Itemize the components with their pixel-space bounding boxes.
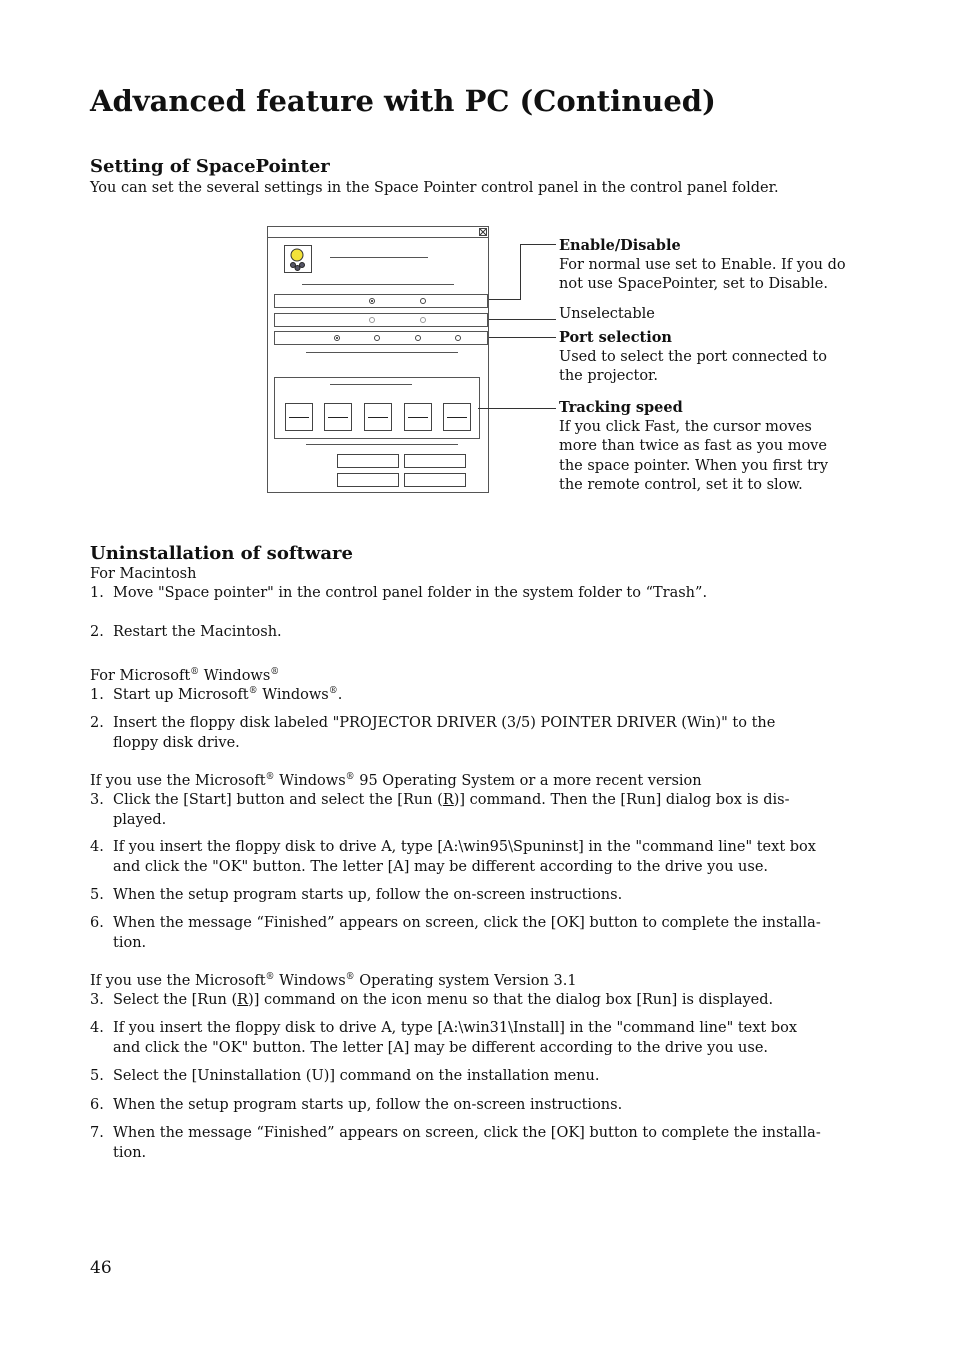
text-line bbox=[113, 791, 853, 811]
text-line: played. bbox=[113, 811, 167, 828]
speed-button-4[interactable] bbox=[404, 403, 432, 431]
step-number: 4. bbox=[90, 1020, 104, 1036]
step-text: Restart the Macintosh. bbox=[113, 624, 282, 640]
unselectable-row bbox=[274, 313, 488, 327]
close-box-icon[interactable] bbox=[479, 228, 487, 236]
text-part: Windows bbox=[257, 687, 329, 703]
port-radio-4[interactable] bbox=[455, 335, 461, 341]
step-number: 1. bbox=[90, 585, 104, 601]
annotation-tracking-line: If you click Fast, the cursor moves bbox=[559, 418, 812, 435]
dialog-button-4[interactable] bbox=[404, 473, 466, 487]
text-line: Insert the floppy disk labeled "PROJECTOR DRIVER (3/5) POINTER DRIVER (Win)" to the bbox=[113, 715, 776, 731]
step-text: Move "Space pointer" in the control panel folder in the system folder to “Trash”. bbox=[113, 585, 708, 601]
step-number: 3. bbox=[90, 792, 104, 808]
text-part: For Microsoft bbox=[90, 668, 191, 684]
setting-intro: You can set the several settings in the Space Pointer control panel in the control panel folder. bbox=[90, 180, 779, 196]
windows-label bbox=[90, 667, 850, 687]
win31-label bbox=[90, 972, 850, 992]
callout-port bbox=[489, 337, 556, 338]
port-radio-2[interactable] bbox=[374, 335, 380, 341]
annotation-port-selection bbox=[559, 328, 827, 387]
speed-button-1[interactable] bbox=[285, 403, 313, 431]
separator-line bbox=[306, 352, 458, 353]
annotation-enable-title: Enable/Disable bbox=[559, 237, 681, 254]
step-text bbox=[113, 1019, 853, 1058]
tracking-speed-box bbox=[274, 377, 480, 439]
text-part: Windows bbox=[274, 773, 346, 789]
section-heading-setting: Setting of SpacePointer bbox=[90, 156, 330, 177]
unselectable-radio-2 bbox=[420, 317, 426, 323]
step-number: 5. bbox=[90, 887, 104, 903]
registered-mark: ® bbox=[248, 686, 258, 697]
callout-enable-v bbox=[520, 244, 521, 300]
step-text bbox=[113, 838, 853, 877]
registered-mark: ® bbox=[345, 772, 355, 783]
annotation-tracking-line: more than twice as fast as you move bbox=[559, 438, 827, 454]
annotation-port-title: Port selection bbox=[559, 329, 672, 346]
text-line: tion. bbox=[113, 934, 147, 951]
separator-line bbox=[302, 284, 454, 285]
step-number: 5. bbox=[90, 1068, 104, 1084]
dialog-button-3[interactable] bbox=[337, 473, 399, 487]
registered-mark: ® bbox=[345, 972, 355, 983]
text-line: If you insert the floppy disk to drive A, type [A:\win95\Spuninst] in the "command line" text box bbox=[113, 839, 816, 855]
annotation-tracking-line: the remote control, set it to slow. bbox=[559, 477, 803, 493]
registered-mark: ® bbox=[270, 667, 280, 678]
step-number: 1. bbox=[90, 687, 104, 703]
step-text bbox=[113, 914, 853, 953]
annotation-tracking-title: Tracking speed bbox=[559, 399, 683, 416]
step-text bbox=[113, 991, 853, 1011]
step-number: 4. bbox=[90, 839, 104, 855]
speed-button-3[interactable] bbox=[364, 403, 392, 431]
header-underline bbox=[330, 257, 428, 258]
registered-mark: ® bbox=[328, 686, 338, 697]
section-heading-uninstall: Uninstallation of software bbox=[90, 543, 353, 564]
text-part: Windows bbox=[274, 973, 346, 989]
text-line: floppy disk drive. bbox=[113, 734, 240, 751]
tracking-header-line bbox=[330, 384, 412, 385]
space-pointer-icon bbox=[284, 245, 312, 273]
step-text: When the setup program starts up, follow the on-screen instructions. bbox=[113, 887, 623, 903]
annotation-tracking-line: the space pointer. When you first try bbox=[559, 457, 829, 474]
step-text: When the setup program starts up, follow the on-screen instructions. bbox=[113, 1097, 623, 1113]
registered-mark: ® bbox=[265, 772, 275, 783]
step-number: 6. bbox=[90, 915, 104, 931]
win95-label bbox=[90, 772, 850, 792]
text-part: Select the [Run ( bbox=[113, 992, 238, 1008]
callout-enable-h1 bbox=[489, 299, 520, 300]
text-part: )] command. Then the [Run] dialog box is dis- bbox=[453, 792, 790, 808]
text-part: Operating system Version 3.1 bbox=[354, 973, 577, 989]
text-line: tion. bbox=[113, 1144, 147, 1161]
port-radio-3[interactable] bbox=[415, 335, 421, 341]
speed-button-2[interactable] bbox=[324, 403, 352, 431]
dialog-button-1[interactable] bbox=[337, 454, 399, 468]
text-line: and click the "OK" button. The letter [A] may be different according to the drive you use. bbox=[113, 1039, 769, 1056]
text-part: . bbox=[337, 687, 343, 703]
step-number: 2. bbox=[90, 624, 104, 640]
dialog-button-2[interactable] bbox=[404, 454, 466, 468]
port-selection-row bbox=[274, 331, 488, 345]
step-text bbox=[113, 714, 853, 753]
callout-tracking bbox=[478, 408, 556, 409]
step-text: Select the [Uninstallation (U)] command on the installation menu. bbox=[113, 1068, 600, 1084]
annotation-port-line: Used to select the port connected to bbox=[559, 348, 827, 365]
mac-label: For Macintosh bbox=[90, 566, 197, 582]
registered-mark: ® bbox=[190, 667, 200, 678]
text-part: Start up Microsoft bbox=[113, 687, 249, 703]
step-number: 3. bbox=[90, 992, 104, 1008]
text-part: Windows bbox=[199, 668, 271, 684]
unselectable-radio-1 bbox=[369, 317, 375, 323]
step-text bbox=[113, 686, 853, 706]
page-number: 46 bbox=[90, 1258, 112, 1278]
annotation-unselectable: Unselectable bbox=[559, 306, 655, 322]
text-part: If you use the Microsoft bbox=[90, 773, 266, 789]
text-line: and click the "OK" button. The letter [A] may be different according to the drive you use. bbox=[113, 858, 769, 875]
enable-disable-row bbox=[274, 294, 488, 308]
speed-button-5[interactable] bbox=[443, 403, 471, 431]
page-title: Advanced feature with PC (Continued) bbox=[90, 84, 716, 118]
shortcut-letter: R bbox=[442, 792, 454, 808]
step-number: 6. bbox=[90, 1097, 104, 1113]
step-text bbox=[113, 1124, 853, 1163]
port-radio-1[interactable] bbox=[334, 335, 340, 341]
text-part: 95 Operating System or a more recent version bbox=[354, 773, 702, 789]
enable-radio[interactable] bbox=[369, 298, 375, 304]
registered-mark: ® bbox=[265, 972, 275, 983]
shortcut-letter: R bbox=[237, 992, 249, 1008]
text-part: Click the [Start] button and select the [Run ( bbox=[113, 792, 443, 808]
text-part: )] command on the icon menu so that the dialog box [Run] is displayed. bbox=[248, 992, 774, 1008]
separator-line bbox=[306, 444, 458, 445]
annotation-tracking-speed bbox=[559, 398, 828, 496]
annotation-port-line: the projector. bbox=[559, 368, 659, 384]
step-number: 7. bbox=[90, 1125, 104, 1141]
step-number: 2. bbox=[90, 715, 104, 731]
callout-unselectable bbox=[489, 319, 556, 320]
callout-enable-h2 bbox=[520, 244, 556, 245]
annotation-enable-line: not use SpacePointer, set to Disable. bbox=[559, 276, 828, 292]
text-line: If you insert the floppy disk to drive A, type [A:\win31\Install] in the "command line" text box bbox=[113, 1020, 798, 1036]
text-line: When the message “Finished” appears on screen, click the [OK] button to complete the installa- bbox=[113, 915, 821, 931]
step-text bbox=[113, 791, 853, 830]
space-pointer-control-panel bbox=[267, 226, 489, 493]
disable-radio[interactable] bbox=[420, 298, 426, 304]
title-bar-divider bbox=[268, 237, 488, 238]
annotation-enable-line: For normal use set to Enable. If you do bbox=[559, 256, 846, 273]
text-line: When the message “Finished” appears on screen, click the [OK] button to complete the installa- bbox=[113, 1125, 821, 1141]
text-part: If you use the Microsoft bbox=[90, 973, 266, 989]
annotation-enable-disable bbox=[559, 236, 846, 295]
